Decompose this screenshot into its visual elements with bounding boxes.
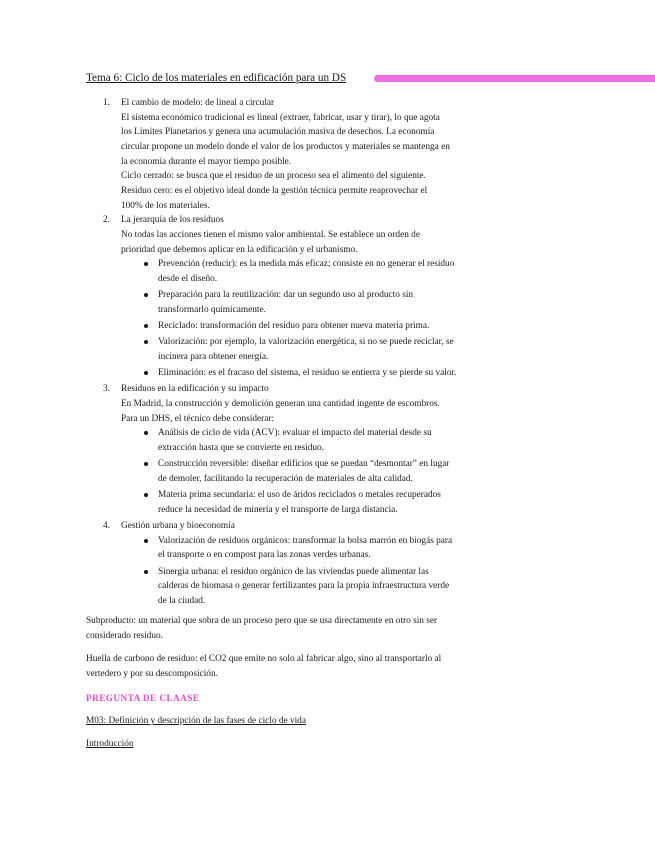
bullet-item-line: desde el diseño. [158,273,218,284]
section-paragraph-line: prioridad que debemos aplicar en la edificación y el urbanismo. [121,244,358,255]
section-paragraph-line: 100% de los materiales. [121,200,210,211]
bullet-item-line: Materia prima secundaria: el uso de áridos reciclados o metales recuperados [158,490,441,501]
section-paragraph-line: circular propone un modelo donde el valor de los productos y materiales se mantenga en [121,141,450,152]
definition-paragraph-line: Subproducto: un material que sobra de un proceso pero que se usa directamente en otro sin ser [86,616,438,627]
bullet-item-line: Preparación para la reutilización: dar un segundo uso al producto sin [158,290,414,301]
bullet-icon [144,371,148,375]
section-number: 1. [103,98,110,108]
bullet-item-line: transformarlo químicamente. [158,304,266,315]
page-title: Tema 6: Ciclo de los materiales en edificación para un DS [86,72,347,84]
section-heading: La jerarquía de los residuos [121,215,224,226]
bullet-icon [144,262,148,266]
bullet-icon [144,340,148,344]
bullet-icon [144,539,148,543]
bullet-item-line: Sinergia urbana: el residuo orgánico de las viviendas puede alimentar las [158,566,429,577]
bullet-icon [144,570,148,574]
bullet-item-line: Eliminación: es el fracaso del sistema, el residuo se entierra y se pierde su valor. [158,368,457,379]
section-paragraph-line: Residuo cero: es el objetivo ideal donde la gestión técnica permite reaprovechar el [121,185,428,196]
section-heading: Gestión urbana y bioeconomía [121,521,235,531]
section-paragraph-line: No todas las acciones tienen el mismo valor ambiental. Se establece un orden de [121,229,420,240]
introduction-heading: Introducción [86,739,134,749]
class-question-heading: PREGUNTA DE CLAASE [86,693,200,704]
bullet-item-line: incinera para obtener energía. [158,351,269,362]
bullet-icon [144,324,148,328]
section-paragraph-line: los Límites Planetarios y genera una acumulación masiva de desechos. La economía [121,127,435,138]
bullet-item-line: de la ciudad. [158,595,206,606]
section-paragraph-line: Ciclo cerrado: se busca que el residuo de un proceso sea el alimento del siguiente. [121,171,426,182]
definition-paragraph-line: vertedero y por su descomposición. [86,669,218,680]
bullet-item-line: Valorización de residuos orgánicos: transformar la bolsa marrón en biogás para [158,535,453,546]
bullet-icon [144,462,148,466]
bullet-item-line: de demoler, facilitando la recuperación de materiales de alta calidad. [158,473,413,484]
definition-paragraph-line: considerado residuo. [86,630,163,641]
section-number: 4. [103,521,110,531]
definition-paragraph-line: Huella de carbono de residuo: el CO2 que emite no solo al fabricar algo, sino al transportarlo al [86,654,442,665]
bullet-item-line: Valorización: por ejemplo, la valorización energética, si no se puede reciclar, se [158,337,454,348]
bullet-item-line: reduce la necesidad de minería y el transporte de larga distancia. [158,504,398,515]
section-paragraph-line: En Madrid, la construcción y demolición generan una cantidad ingente de escombros. [121,399,440,409]
bullet-item-line: el transporte o en compost para las zonas verdes urbanas. [158,550,371,561]
bullet-item-line: Construcción reversible: diseñar edificios que se puedan “desmontar” en lugar [158,459,450,470]
section-paragraph-line: Para un DHS, el técnico debe considerar: [121,413,275,424]
title-row [86,71,646,87]
title-accent-bar [374,75,655,82]
bullet-item-line: Análisis de ciclo de vida (ACV): evaluar el impacto del material desde su [158,428,432,439]
bullet-icon [144,493,148,497]
section-heading: Residuos en la edificación y su impacto [121,384,269,395]
bullet-item-line: Prevención (reducir): es la medida más eficaz; consiste en no generar el residuo [158,259,455,270]
bullet-item-line: extracción hasta que se convierte en residuo. [158,442,324,453]
module-title: M03: Definición y descripción de las fases de ciclo de vida [86,716,306,727]
section-number: 2. [103,215,110,226]
bullet-item-line: calderas de biomasa o generar fertilizantes para la propia infraestructura verde [158,581,450,592]
bullet-icon [144,293,148,297]
bullet-item-line: Reciclado: transformación del residuo para obtener nueva materia prima. [158,320,430,331]
section-paragraph-line: la economía durante el mayor tiempo posible. [121,156,292,167]
bullet-icon [144,431,148,435]
section-number: 3. [103,384,110,395]
section-heading: El cambio de modelo: de lineal a circular [121,98,275,108]
section-paragraph-line: El sistema económico tradicional es lineal (extraer, fabricar, usar y tirar), lo que agota [121,112,440,123]
